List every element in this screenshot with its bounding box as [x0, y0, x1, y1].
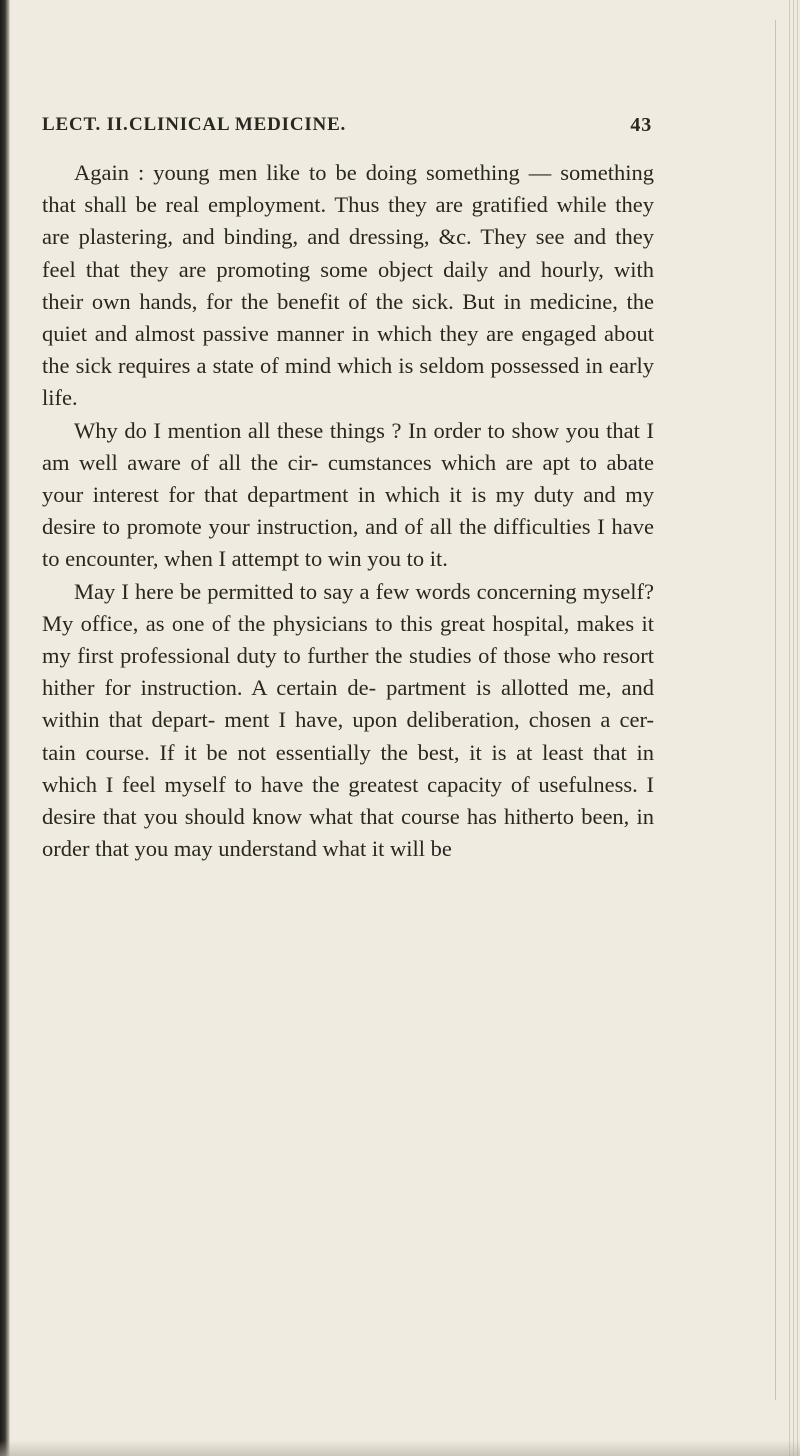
- page-edge: [786, 0, 800, 1456]
- paragraph-2: Why do I mention all these things ? In order to show you that I am well aware of all the cir- cumstances which are apt to abate your interest for that department in which it is my duty and my desire to promote your instruction, and of all the difficulties I have to encounter, when I attempt to win you to it.: [42, 417, 654, 572]
- page-number: 43: [630, 114, 652, 136]
- paragraph-1: Again : young men like to be doing something — something that shall be real employment. Thus they are gratified while they are plastering, and binding, and dressing, &c. They see and they feel that they are promoting some object daily and hourly, with their own hands, for the benefit of the sick. But in medicine, the quiet and almost passive manner in which they are engaged about the sick requires a state of mind which is seldom possessed in early life.: [42, 160, 654, 411]
- running-header: [42, 114, 652, 144]
- page-bottom-shadow: [0, 1440, 800, 1456]
- running-title: CLINICAL MEDICINE.: [129, 114, 347, 135]
- lecture-label: LECT. II.: [42, 114, 129, 135]
- paragraph-3: May I here be permitted to say a few words concerning myself? My office, as one of the physicians to this great hospital, makes it my first professional duty to further the studies of those who resort hither for instruction. A certain de- partment is allotted me, and within that depart- ment I have, upon deliberation, chosen a cer- tain course. If it be not essentially the best, it is at least that in which I feel myself to have the greatest capacity of usefulness. I desire that you should know what that course has hitherto been, in order that you may understand what it will be: [42, 578, 654, 862]
- page-edge-line: [775, 20, 776, 1400]
- binding-gutter: [0, 0, 10, 1456]
- body-text: [42, 157, 654, 865]
